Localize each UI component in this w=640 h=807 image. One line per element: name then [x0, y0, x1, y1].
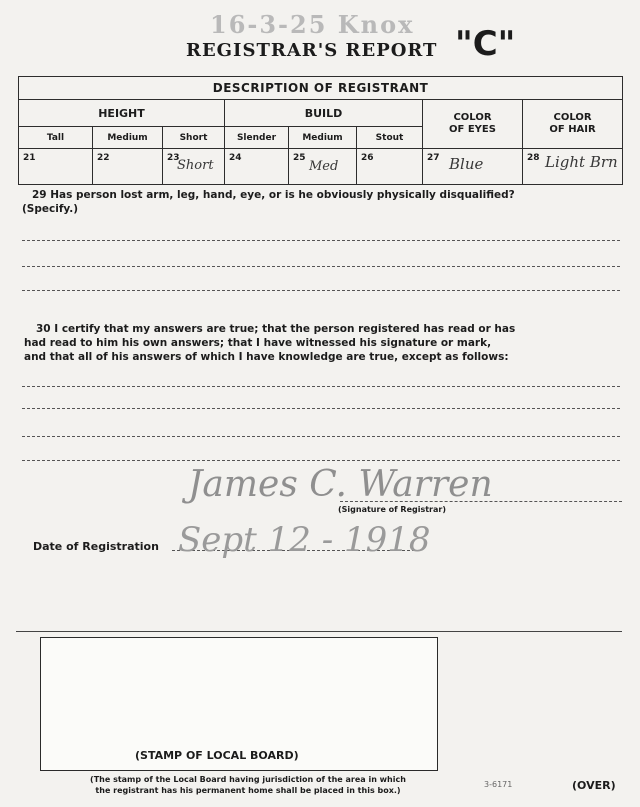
field-number: 21 — [23, 153, 36, 163]
hair-color-label-1: COLOR — [553, 112, 592, 123]
field-stout — [357, 149, 423, 185]
field-number: 23 — [167, 153, 180, 163]
question-29-text: 29 Has person lost arm, leg, hand, eye, or is he obviously physically disqualified? — [32, 189, 515, 201]
eye-color-label-2: OF EYES — [449, 124, 496, 135]
signature-line — [340, 501, 622, 502]
height-medium-label: Medium — [93, 127, 163, 149]
field-number: 24 — [229, 153, 242, 163]
page-title: REGISTRAR'S REPORT — [186, 40, 438, 61]
stamp-note-line-1: (The stamp of the Local Board having jurisdiction of the area in which — [90, 775, 406, 784]
registrar-signature: James C. Warren — [188, 464, 493, 505]
answer-line — [22, 266, 620, 267]
exception-line — [22, 460, 620, 461]
exception-line — [22, 386, 620, 387]
exception-line — [22, 436, 620, 437]
file-stamp: 16-3-25 Knox — [210, 10, 415, 39]
question-30 — [24, 322, 624, 364]
handwritten-value: Light Brn — [545, 153, 618, 171]
field-tall — [19, 149, 93, 185]
registration-date: Sept 12 - 1918 — [178, 520, 431, 560]
handwritten-value: Blue — [449, 155, 484, 173]
field-eye-color — [423, 149, 523, 185]
hair-color-header — [523, 100, 623, 149]
question-29-specify: (Specify.) — [22, 203, 79, 215]
question-30-line-2: had read to him his own answers; that I have witnessed his signature or mark, — [24, 337, 492, 349]
build-stout-label: Stout — [357, 127, 423, 149]
stamp-note-line-2: the registrant has his permanent home shall be placed in this box.) — [95, 786, 401, 795]
field-number: 22 — [97, 153, 110, 163]
eye-color-label-1: COLOR — [453, 112, 492, 123]
height-header: HEIGHT — [19, 100, 225, 127]
field-hair-color — [523, 149, 623, 185]
stamp-note — [38, 774, 458, 796]
answer-line — [22, 240, 620, 241]
field-slender — [225, 149, 289, 185]
exception-line — [22, 408, 620, 409]
field-build-medium — [289, 149, 357, 185]
description-table — [18, 76, 623, 185]
question-30-line-3: and that all of his answers of which I have knowledge are true, except as follows: — [24, 351, 509, 363]
signature-caption: (Signature of Registrar) — [338, 505, 447, 514]
build-slender-label: Slender — [225, 127, 289, 149]
handwritten-value: Med — [309, 159, 339, 174]
field-number: 25 — [293, 153, 306, 163]
field-height-medium — [93, 149, 163, 185]
build-medium-label: Medium — [289, 127, 357, 149]
form-mark: "C" — [455, 24, 516, 64]
height-short-label: Short — [163, 127, 225, 149]
field-short — [163, 149, 225, 185]
date-of-registration-label: Date of Registration — [33, 540, 159, 553]
hair-color-label-2: OF HAIR — [549, 124, 596, 135]
handwritten-value: Short — [177, 158, 214, 173]
field-number: 27 — [427, 153, 440, 163]
field-number: 26 — [361, 153, 374, 163]
height-tall-label: Tall — [19, 127, 93, 149]
build-header: BUILD — [225, 100, 423, 127]
question-30-line-1: 30 I certify that my answers are true; that the person registered has read or has — [36, 323, 516, 335]
over-label: (OVER) — [572, 779, 616, 792]
answer-line — [22, 290, 620, 291]
form-number: 3-6171 — [484, 780, 513, 789]
field-number: 28 — [527, 153, 540, 163]
description-heading: DESCRIPTION OF REGISTRANT — [19, 77, 623, 100]
question-29 — [22, 188, 628, 216]
divider — [16, 631, 622, 632]
eye-color-header — [423, 100, 523, 149]
stamp-label: (STAMP OF LOCAL BOARD) — [135, 749, 299, 762]
